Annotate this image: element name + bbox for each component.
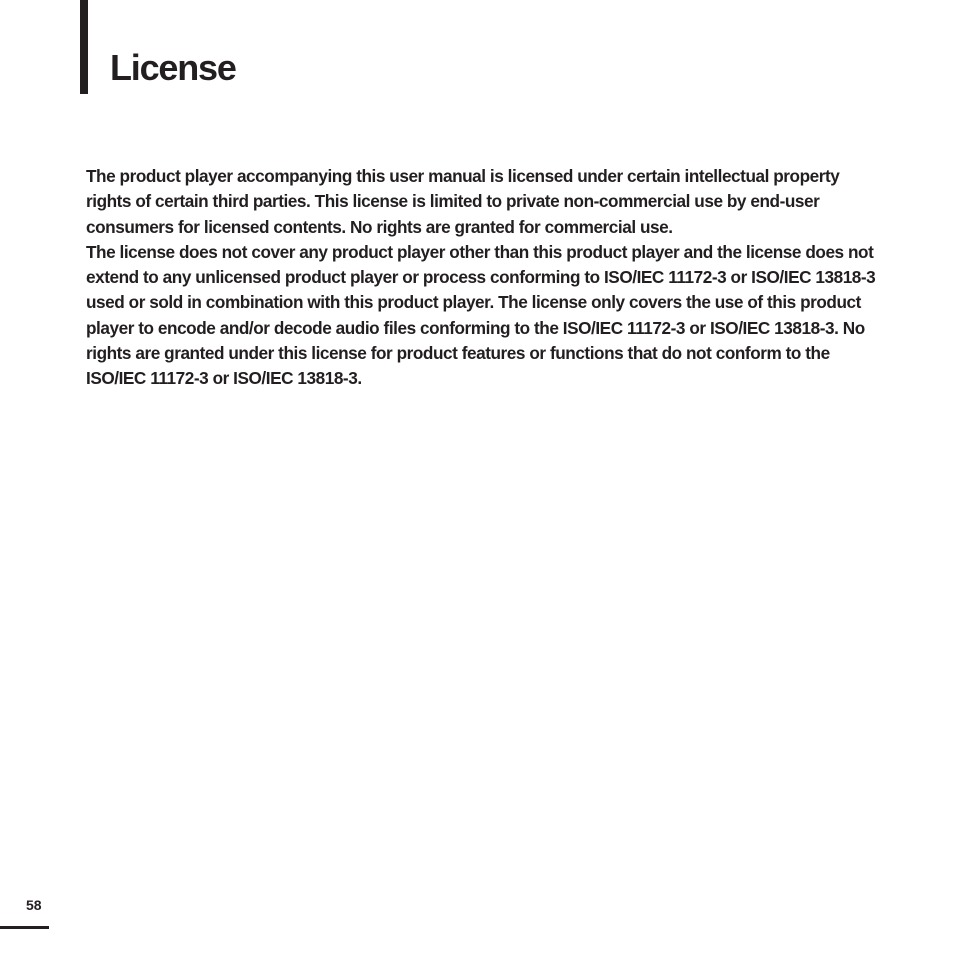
page-number: 58	[26, 897, 42, 913]
page-number-rule	[0, 926, 49, 929]
license-body	[86, 164, 876, 392]
page-title: License	[110, 47, 236, 88]
title-accent-bar	[80, 0, 88, 94]
license-paragraph-1: The product player accompanying this user manual is licensed under certain intellectual property rights of certain third parties. This license is limited to private non-commercial use by end-user consumers for licensed contents. No rights are granted for commercial use.	[86, 166, 840, 237]
license-paragraph-2: The license does not cover any product player other than this product player and the license does not extend to any unlicensed product player or process conforming to ISO/IEC 11172-3 or ISO/IEC 13818-3 used or sold in combination with this product player. The license only covers the use of this product player to encode and/or decode audio files conforming to the ISO/IEC 11172-3 or ISO/IEC 13818-3. No rights are granted under this license for product features or functions that do not conform to the ISO/IEC 11172-3 or ISO/IEC 13818-3.	[86, 241, 876, 389]
